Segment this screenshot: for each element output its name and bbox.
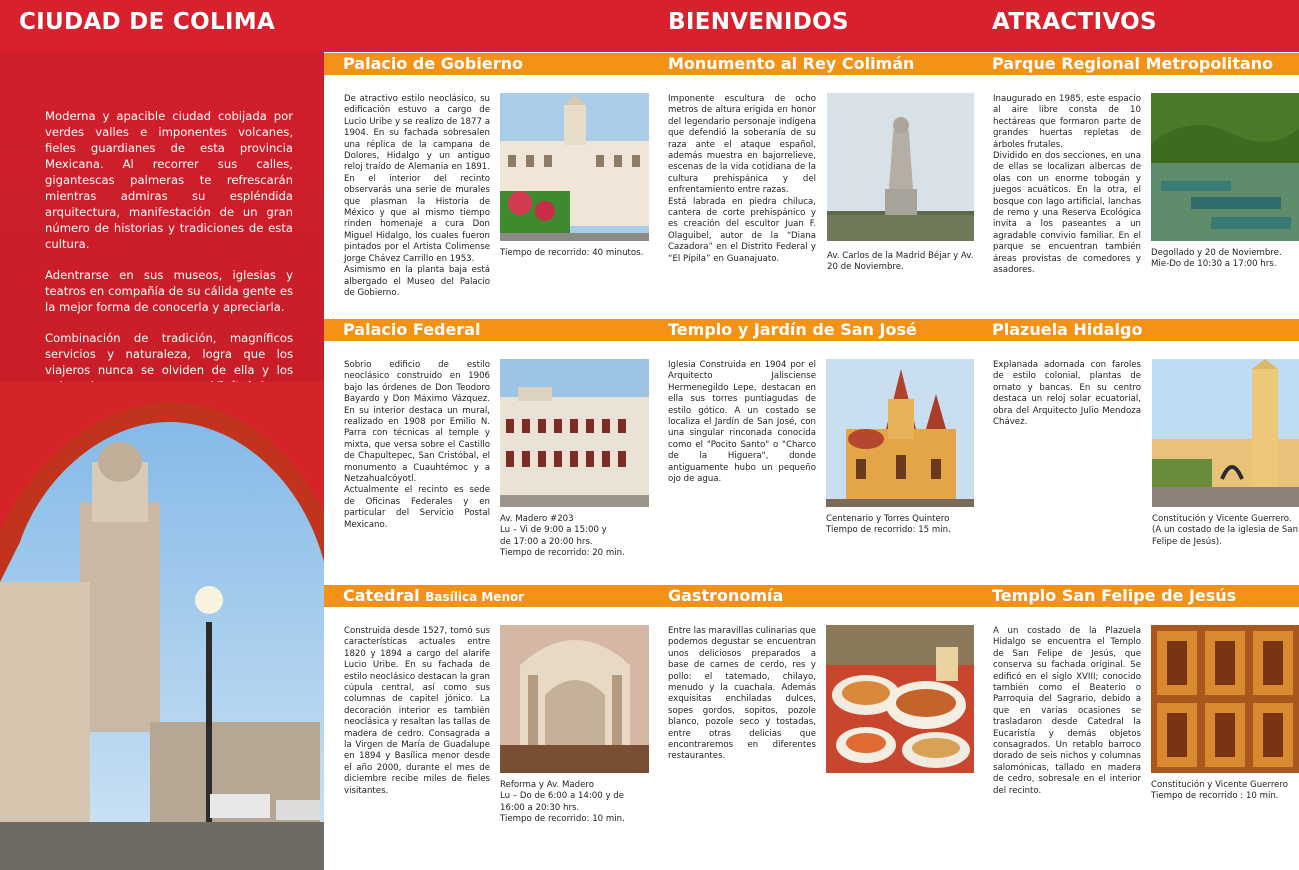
city-title: CIUDAD DE COLIMA <box>19 9 276 35</box>
colima-street-photo <box>0 382 324 870</box>
caption-line: Tiempo de recorrido: 15 min. <box>826 525 951 536</box>
intro-text <box>45 108 293 409</box>
header-gastronomia <box>649 585 969 607</box>
photo-catedral <box>500 625 649 773</box>
caption-line: Tiempo de recorrido: 40 minutos. <box>500 248 644 258</box>
caption-line: Mie-Do de 10:30 a 17:00 hrs. <box>1151 259 1277 270</box>
desc-plazuela-hidalgo <box>993 360 1141 428</box>
caption-line: Lu – Vi de 9:00 a 15:00 y <box>500 525 607 536</box>
header-parque-metropolitano <box>973 53 1299 75</box>
header-san-felipe <box>973 585 1299 607</box>
caption-line: Lu – Do de 6:00 a 14:00 y de 16:00 a 20:30 hrs. <box>500 791 625 813</box>
caption-line: Centenario y Torres Quintero <box>826 514 950 524</box>
photo-parque-metropolitano <box>1151 93 1299 241</box>
top-banner <box>0 0 1299 52</box>
desc-catedral-p1: Construida desde 1527, tomó sus características actuales entre 1820 y 1894 a cargo del alarife Lucio Uribe. En su fachada de estilo neoclásico destacan la gran cúpula central, así como sus columnas de capitel jónico. La decoración interior es también neoclásica y resaltan las tallas de madera de cedro. Consagrada a la Virgen de María de Guadalupe en 1894 y Basílica menor desde el año 2000, durante el mes de diciembre recibe miles de fieles visitantes. <box>344 626 490 796</box>
desc-plazuela-p1: Explanada adornada con faroles de estilo colonial, plantas de ornato y bancas. En su centro destaca un reloj solar ecuatorial, obra del Arquitecto Julio Mendoza Chávez. <box>993 360 1141 428</box>
desc-rey-coliman <box>668 94 816 265</box>
desc-parque-metropolitano <box>993 94 1141 277</box>
desc-san-jose <box>668 360 816 485</box>
title-catedral-sub: Basílica Menor <box>425 590 525 604</box>
caption-line: Tiempo de recorrido: 10 min. <box>500 814 625 825</box>
intro-paragraph-1: Moderna y apacible ciudad cobijada por verdes valles e imponentes volcanes, fieles guardianes de esta provincia Mexicana. Al recorrer sus calles, gigantescas palmeras te refrescarán mientras admiras su espléndida arquitectura, manifestación de un gran número de historias y tradiciones de esta cultura. <box>45 109 293 251</box>
caption-line: Constitución y Vicente Guerrero. <box>1152 514 1292 524</box>
caption-line: Tiempo de recorrido : 10 min. <box>1151 791 1279 802</box>
desc-san-felipe <box>993 626 1141 797</box>
photo-san-felipe <box>1151 625 1299 773</box>
title-catedral <box>343 586 524 605</box>
photo-gastronomia <box>826 625 974 773</box>
attractions-title: ATRACTIVOS <box>992 9 1157 35</box>
title-gastronomia: Gastronomía <box>668 586 784 605</box>
header-rey-coliman <box>649 53 969 75</box>
caption-line: Degollado y 20 de Noviembre. <box>1151 248 1282 258</box>
desc-san-felipe-p1: A un costado de la Plazuela Hidalgo se encuentra el Templo de San Felipe de Jesús, que conserva su fachada original. Se edificó en el siglo XVIII; conocido también como el Beaterio o Parroquia del Sagrario, debido a que en varias ocasiones se trasladaron desde Catedral la Eucaristía y demás objetos consagrados. Un retablo barroco dorado de seis nichos y columnas salomónicas, tallado en madera de cedro, sobresale en el interior del recinto. <box>993 626 1141 796</box>
title-san-jose: Templo y Jardín de San José <box>668 320 917 339</box>
caption-plazuela-hidalgo <box>1152 514 1299 548</box>
caption-parque-metropolitano <box>1151 248 1299 271</box>
caption-san-felipe <box>1151 780 1299 803</box>
title-plazuela-hidalgo: Plazuela Hidalgo <box>992 320 1143 339</box>
desc-gastronomia-p1: Entre las maravillas culinarias que podemos degustar se encuentran unos deliciosos preparados a base de carnes de cerdo, res y pollo: el tatemado, chilayo, menudo y la cuachala. Además exquisitas enchiladas dulces, sopes gordos, sopitos, pozole blanco, pozole seco y tostadas, entre otras delicias que encontraremos en diferentes restaurantes. <box>668 626 816 762</box>
desc-palacio-gobierno-p2: Asimismo en la planta baja está albergado el Museo del Palacio de Gobierno. <box>344 265 490 298</box>
caption-line: Tiempo de recorrido: 20 min. <box>500 548 625 559</box>
title-palacio-gobierno: Palacio de Gobierno <box>343 54 523 73</box>
desc-palacio-gobierno-p1: De atractivo estilo neoclásico, su edificación estuvo a cargo de Lucio Uribe y se realizo de 1877 a 1904. En su fachada sobresalen una réplica de la campana de Dolores, Hidalgo y un antiguo reloj traído de Alemania en 1891. En el interior del recinto observarás una serie de murales que plasman la Historia de México y que al mismo tiempo rinden homenaje a cura Don Miguel Hidalgo, los cuales fueron pintados por el Artista Colimense Jorge Chávez Carrillo en 1953. <box>344 94 490 264</box>
caption-palacio-gobierno <box>500 248 649 259</box>
caption-rey-coliman <box>827 251 977 274</box>
desc-rey-coliman-p2: Está labrada en piedra chiluca, cantera de corte prehispánico y es creación del escultor Juan F. Olaguibel, autor de la “Diana Cazadora” en el Distrito Federal y “El Pípila” en Guanajuato. <box>668 196 816 264</box>
desc-parque-p2: Dividido en dos secciones, en una de ellas se localizan albercas de olas con un enorme tobogán y juegos acuáticos. En la otra, el bosque con lago artificial, lanchas de remo y una Reserva Ecológica invita a los paseantes a un agradable convivio familiar. En el parque se encuentran también áreas provistas de comedores y asadores. <box>993 151 1141 276</box>
title-palacio-federal: Palacio Federal <box>343 320 481 339</box>
desc-gastronomia <box>668 626 816 763</box>
title-catedral-main: Catedral <box>343 586 420 605</box>
caption-line: Constitución y Vicente Guerrero <box>1151 780 1289 790</box>
intro-paragraph-2: Adentrarse en sus museos, iglesias y teatros en compañía de su cálida gente es la mejor forma de conocerla y apreciarla. <box>45 268 293 314</box>
caption-line: Av. Carlos de la Madrid Béjar y Av. 20 de Noviembre. <box>827 251 974 273</box>
desc-palacio-federal-p1: Sobrio edificio de estilo neoclásico construido en 1906 bajo las órdenes de Don Teodoro Bayardo y Don Máximo Vázquez. En su interior destaca un mural, realizado en 1908 por Emilio N. Parra con técnicas al temple y mixta, que versa sobre el Castillo de Chapultepec, San Cristóbal, el monumento a Cuauhtémoc y a Netzahualcóyotl. <box>344 360 490 485</box>
desc-palacio-federal-p2: Actualmente el recinto es sede de Oficinas Federales y en particular del Servicio Postal Mexicano. <box>344 485 490 530</box>
caption-line: (A un costado de la iglesia de San Felipe de Jesús). <box>1152 525 1299 547</box>
desc-san-jose-p1: Iglesia Construida en 1904 por el Arquitecto Jalisciense Hermenegildo Lepe, destacan en ella sus torres puntiagudas de estilo gótico. A un costado se localiza el Jardín de San José, con una singular rinconada conocida como el "Pocito Santo" o "Charco de la Higuera", donde antiguamente hubo un pequeño ojo de agua. <box>668 360 816 485</box>
title-rey-coliman: Monumento al Rey Colimán <box>668 54 915 73</box>
photo-rey-coliman <box>827 93 974 241</box>
caption-line: de 17:00 a 20:00 hrs. <box>500 536 593 547</box>
photo-plazuela-hidalgo <box>1152 359 1299 507</box>
header-san-jose <box>649 319 969 341</box>
desc-parque-p1: Inaugurado en 1985, este espacio al aire libre consta de 10 hectáreas que formaron parte de grandes huertas repletas de árboles frutales. <box>993 94 1141 150</box>
intro-paragraph-3-text: Combinación de tradición, magníficos servicios y naturaleza, logra que los viajeros nunca se olviden de ella y los <box>45 331 293 377</box>
header-palacio-federal <box>324 319 644 341</box>
caption-catedral <box>500 780 649 826</box>
caption-san-jose <box>826 514 974 537</box>
caption-palacio-federal <box>500 514 649 560</box>
title-parque-metropolitano: Parque Regional Metropolitano <box>992 54 1274 73</box>
photo-san-jose <box>826 359 974 507</box>
header-catedral <box>324 585 644 607</box>
caption-line: Av. Madero #203 <box>500 514 574 524</box>
intro-panel <box>0 52 324 870</box>
desc-rey-coliman-p1: Imponente escultura de ocho metros de altura erigida en honor del legendario personaje indígena que defendió la soberanía de su raza ante el ataque español, además muestra en bajorrelieve, escenas de la vida cotidiana de la cultura prehispánica y del enfrentamiento entre razas. <box>668 94 816 196</box>
welcome-title: BIENVENIDOS <box>668 9 849 35</box>
photo-palacio-federal <box>500 359 649 507</box>
desc-catedral <box>344 626 490 797</box>
desc-palacio-federal <box>344 360 490 531</box>
header-plazuela-hidalgo <box>973 319 1299 341</box>
photo-palacio-gobierno <box>500 93 649 241</box>
desc-palacio-gobierno <box>344 94 490 299</box>
header-palacio-gobierno <box>324 53 644 75</box>
title-san-felipe: Templo San Felipe de Jesús <box>992 586 1237 605</box>
photo-illustration <box>0 382 324 870</box>
caption-line: Reforma y Av. Madero <box>500 780 595 790</box>
